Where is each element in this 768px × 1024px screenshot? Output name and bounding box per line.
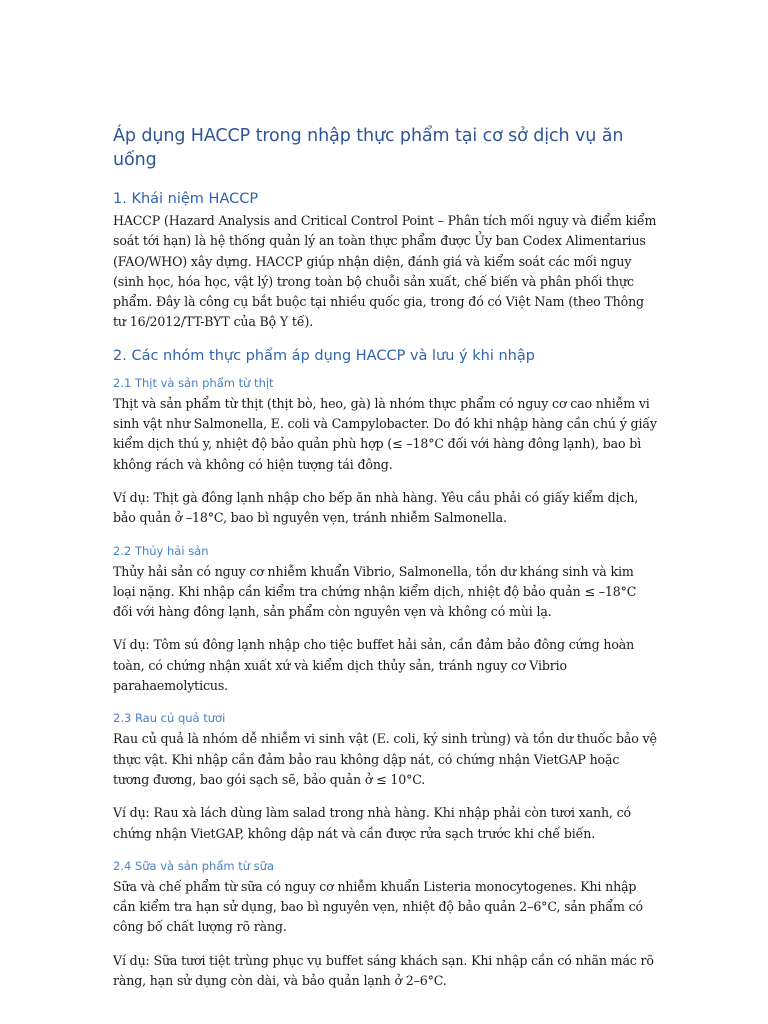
subsection-heading: 2.4 Sữa và sản phẩm từ sữa [113,858,274,873]
subsection-body: Thịt và sản phẩm từ thịt (thịt bò, heo, gà) là nhóm thực phẩm có nguy cơ cao nhiễm vi sinh vật như Salmonella, E. coli và Campylobacter. Do đó khi nhập hàng cần chú ý giấy kiểm dịch thú y, nhiệt độ bảo quản phù hợp (≤ –18°C đối với hàng đông lạnh), bao bì không rách và không có hiện tượng tái đông. [113,395,657,472]
subsection-example: Ví dụ: Tôm sú đông lạnh nhập cho tiệc buffet hải sản, cần đảm bảo đông cứng hoàn toàn, có chứng nhận xuất xứ và kiểm dịch thủy sản, tránh nguy cơ Vibrio parahaemolyticus. [113,637,635,694]
subsection-heading: 2.2 Thủy hải sản [113,543,209,558]
document-title: Áp dụng HACCP trong nhập thực phẩm tại cơ sở dịch vụ ăn uống [113,126,624,170]
subsection-heading: 2.1 Thịt và sản phẩm từ thịt [113,375,274,390]
subsection-heading: 2.3 Rau củ quả tươi [113,711,226,726]
subsection-example: Ví dụ: Thịt gà đông lạnh nhập cho bếp ăn nhà hàng. Yêu cầu phải có giấy kiểm dịch, bảo quản ở –18°C, bao bì nguyên vẹn, tránh nhiễm Salmonella. [113,489,639,526]
subsection-body: Rau củ quả là nhóm dễ nhiễm vi sinh vật (E. coli, ký sinh trùng) và tồn dư thuốc bảo vệ thực vật. Khi nhập cần đảm bảo rau không dập nát, có chứng nhận VietGAP hoặc tương đương, bao gói sạch sẽ, bảo quản ở ≤ 10°C. [113,731,657,787]
section-2-heading: 2. Các nhóm thực phẩm áp dụng HACCP và lưu ý khi nhập [113,347,535,364]
subsection-body: Thủy hải sản có nguy cơ nhiễm khuẩn Vibrio, Salmonella, tồn dư kháng sinh và kim loại nặng. Khi nhập cần kiểm tra chứng nhận kiểm dịch, nhiệt độ bảo quản ≤ –18°C đối với hàng đông lạnh, sản phẩm còn nguyên vẹn và không có mùi lạ. [113,563,637,620]
subsection-example: Ví dụ: Sữa tươi tiệt trùng phục vụ buffet sáng khách sạn. Khi nhập cần có nhãn mác rõ ràng, hạn sử dụng còn dài, và bảo quản lạnh ở 2–6°C. [113,952,654,989]
subsection-example: Ví dụ: Rau xà lách dùng làm salad trong nhà hàng. Khi nhập phải còn tươi xanh, có chứng nhận VietGAP, không dập nát và cần được rửa sạch trước khi chế biến. [113,805,631,841]
subsection-body: Sữa và chế phẩm từ sữa có nguy cơ nhiễm khuẩn Listeria monocytogenes. Khi nhập cần kiểm tra hạn sử dụng, bao bì nguyên vẹn, nhiệt độ bảo quản 2–6°C, sản phẩm có công bố chất lượng rõ ràng. [113,878,643,935]
section-1-heading: 1. Khái niệm HACCP [113,191,259,207]
section-1-body: HACCP (Hazard Analysis and Critical Control Point – Phân tích mối nguy và điểm kiểm soát tới hạn) là hệ thống quản lý an toàn thực phẩm được Ủy ban Codex Alimentarius (FAO/WHO) xây dựng. HACCP giúp nhận diện, đánh giá và kiểm soát các mối nguy (sinh học, hóa học, vật lý) trong toàn bộ chuỗi sản xuất, chế biến và phân phối thực phẩm. Đây là công cụ bắt buộc tại nhiều quốc gia, trong đó có Việt Nam (theo Thông tư 16/2012/TT-BYT của Bộ Y tế). [113,213,657,330]
